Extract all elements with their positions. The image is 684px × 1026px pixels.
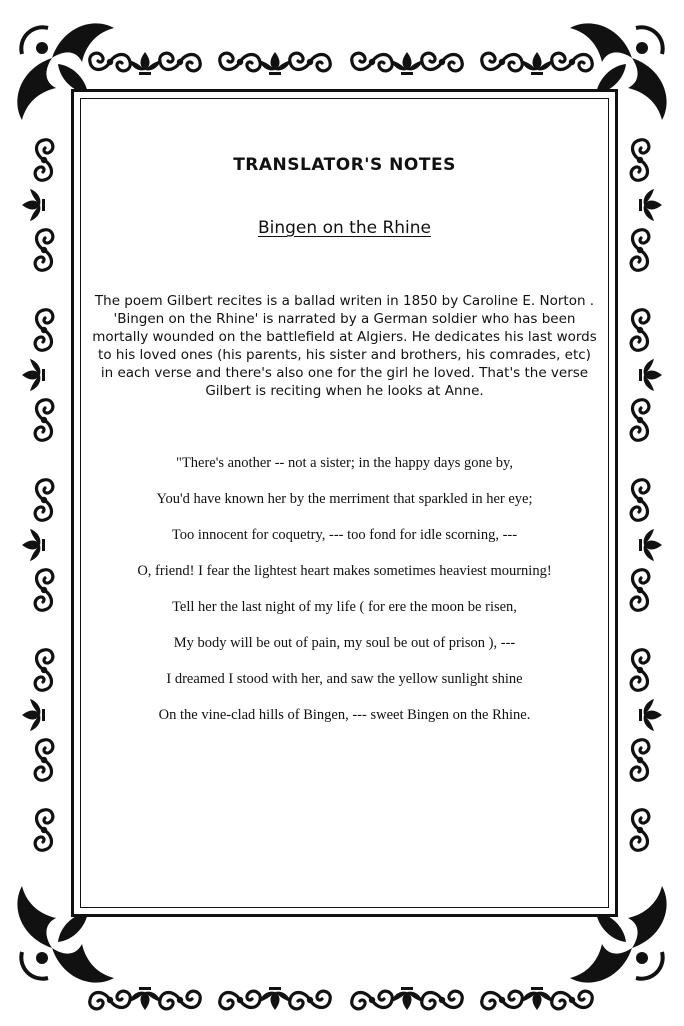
verse-line: On the vine-clad hills of Bingen, --- sweet Bingen on the Rhine.	[158, 707, 531, 723]
intro-paragraph: The poem Gilbert recites is a ballad writen in 1850 by Caroline E. Norton . 'Bingen on the Rhine' is narrated by a German soldier who has been mortally wounded on the battlefield at Algiers. He dedicates his last words to his loved ones (his parents, his sister and brothers, his comrades, etc) in each verse and there's also one for the girl he loved. That's the verse Gilbert is reciting when he looks at Anne.	[92, 293, 597, 399]
verse-line: Too innocent for coquetry, --- too fond for idle scorning, ---	[171, 527, 518, 543]
notes-content	[82, 100, 607, 906]
verse-line: I dreamed I stood with her, and saw the yellow sunlight shine	[166, 671, 523, 687]
verse-line: My body will be out of pain, my soul be out of prison ), ---	[173, 635, 516, 651]
verse-line: Tell her the last night of my life ( for ere the moon be risen,	[172, 599, 517, 615]
verse-line: O, friend! I fear the lightest heart makes sometimes heaviest mourning!	[137, 563, 552, 579]
verse-line: "There's another -- not a sister; in the happy days gone by,	[176, 455, 513, 471]
poem-title: Bingen on the Rhine	[257, 218, 431, 238]
poem-verse	[82, 454, 607, 742]
verse-line: You'd have known her by the merriment that sparkled in her eye;	[156, 491, 533, 507]
page-title: TRANSLATOR'S NOTES	[233, 155, 456, 175]
